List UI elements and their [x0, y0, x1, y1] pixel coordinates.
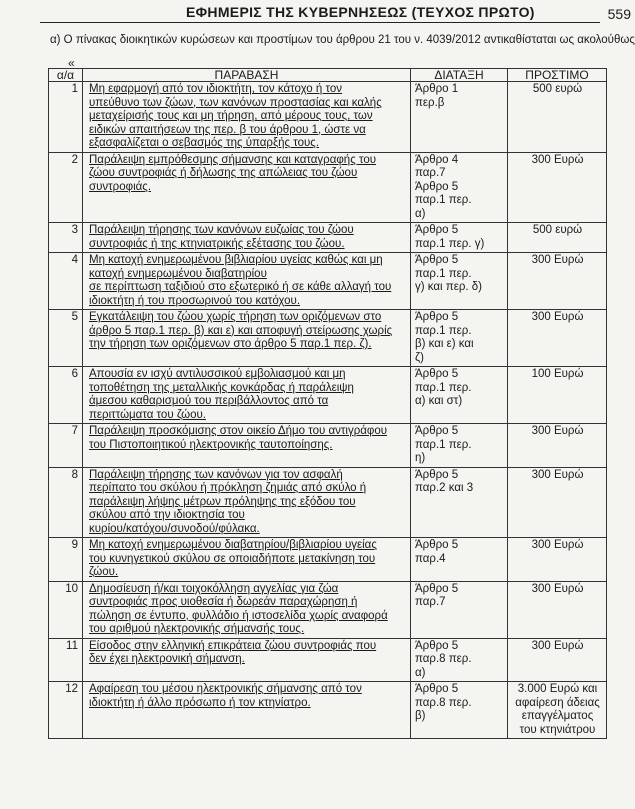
provision-cell-text: Άρθρο 5 παρ.2 και 3: [415, 468, 474, 494]
row-number: [49, 638, 83, 682]
fine-cell: [508, 223, 607, 253]
row-number: [49, 424, 83, 468]
provision-cell-text: Άρθρο 5 παρ.1 περ. γ) και περ. δ): [415, 254, 483, 293]
fine-cell-text: 3.000 Ευρώ και αφαίρεση άδειας επαγγέλματος του κτηνιάτρου: [515, 683, 600, 736]
table-row: [49, 581, 607, 638]
row-number: [49, 538, 83, 582]
table-row: [49, 538, 607, 582]
violation-cell-text: Μη κατοχή ενημερωμένου διαβατηρίου/βιβλιαρίου υγείας του κυνηγετικού σκύλου σε οποιαδήποτε μετακίνηση του ζώου.: [89, 539, 377, 578]
violation-cell: [83, 682, 411, 739]
table-row: [49, 638, 607, 682]
provision-cell: [411, 82, 508, 153]
provision-cell-text: Άρθρο 5 παρ.1 περ. β) και ε) και ζ): [415, 311, 474, 364]
row-number-text: 7: [71, 425, 78, 437]
fine-cell-text: 300 Ευρώ: [531, 468, 584, 481]
row-number-text: 9: [71, 539, 78, 551]
page-header: [0, 0, 635, 30]
provision-cell: [411, 253, 508, 310]
provision-cell-text: Άρθρο 5 παρ.7: [415, 582, 459, 608]
fine-cell-text: 300 Ευρώ: [531, 639, 584, 652]
row-number-text: 10: [65, 582, 78, 595]
fine-cell-text: 300 Ευρώ: [531, 311, 584, 323]
table-row: [49, 310, 607, 367]
provision-cell-text: Άρθρο 4 παρ.7 Άρθρο 5 παρ.1 περ. α): [415, 153, 472, 220]
provision-cell-text: Άρθρο 5 παρ.4: [415, 539, 459, 565]
fine-cell-text: 300 Ευρώ: [531, 153, 584, 166]
provision-cell-text: Άρθρο 5 παρ.1 περ. η): [415, 425, 472, 464]
row-number: [49, 310, 83, 367]
provision-cell-text: Άρθρο 5 παρ.8 περ. α): [415, 639, 472, 679]
violation-cell-text: Παράλειψη προσκόμισης στον οικείο Δήμο του αντιγράφου του Πιστοποιητικού ηλεκτρονικής ταυτοποίησης.: [89, 425, 388, 451]
table-row: [49, 424, 607, 468]
row-number-text: 1: [71, 83, 78, 95]
violation-cell: [83, 253, 411, 310]
fine-cell-text: 300 Ευρώ: [531, 254, 584, 266]
provision-cell: [411, 310, 508, 367]
row-number: [49, 367, 83, 424]
row-number-text: 5: [71, 311, 78, 323]
fine-cell: [508, 581, 607, 638]
table-row: [49, 253, 607, 310]
violation-cell: [83, 467, 411, 538]
violation-cell: [83, 538, 411, 582]
violation-cell: [83, 223, 411, 253]
violation-cell-text: Εγκατάλειψη του ζώου χωρίς τήρηση των οριζόμενων στο άρθρο 5 παρ.1 περ. β) και ε) και αποφυγή στείρωσης χωρίς την τήρηση των οριζόμενων στο άρθρο 5 παρ.1 περ. ζ).: [89, 311, 393, 350]
header-rule: [40, 22, 600, 23]
violation-cell-text: Παράλειψη τήρησης των κανόνων ευζωίας του ζώου συντροφιάς ή της κτηνιατρικής εξέτασης του ζώου.: [89, 224, 354, 250]
column-header-violation: ΠΑΡΑΒΑΣΗ: [83, 69, 411, 82]
fine-cell-text: 300 Ευρώ: [531, 539, 584, 551]
violation-cell: [83, 152, 411, 223]
table-row: [49, 367, 607, 424]
violation-cell-text: Παράλειψη τήρησης των κανόνων για τον ασφαλή περίπατο του σκύλου ή πρόκληση ζημιάς από σκύλο ή παράλειψη λήψης μέτρων πρόληψης της εξόδου του σκύλου από την ιδιοκτησία του κυρίου/κατόχου/συνοδού/φύλακα.: [89, 468, 367, 535]
provision-cell: [411, 538, 508, 582]
violation-cell: [83, 424, 411, 468]
violation-cell-text: Απουσία εν ισχύ αντιλυσσικού εμβολιασμού και μη τοποθέτηση της μεταλλικής κονκάρδας ή παράλειψη άμεσου καθαρισμού του περιβάλλοντος από τα περιττώματα του ζώου.: [89, 368, 354, 421]
row-number: [49, 467, 83, 538]
column-header-fine: ΠΡΟΣΤΙΜΟ: [508, 69, 607, 82]
row-number-text: 4: [71, 254, 78, 266]
provision-cell: [411, 682, 508, 739]
provision-cell-text: Άρθρο 5 παρ.1 περ. γ): [415, 224, 485, 250]
fine-cell-text: 500 ευρώ: [532, 83, 583, 95]
violation-cell: [83, 581, 411, 638]
provision-cell: [411, 152, 508, 223]
fine-cell: [508, 82, 607, 153]
violation-cell-text: Παράλειψη εμπρόθεσμης σήμανσης και καταγραφής του ζώου συντροφιάς ή δήλωσης της απώλειας του ζώου συντροφιάς.: [89, 153, 377, 193]
provision-cell: [411, 467, 508, 538]
fine-cell: [508, 253, 607, 310]
row-number-text: 3: [71, 224, 78, 236]
violation-cell: [83, 638, 411, 682]
violation-cell-text: Αφαίρεση του μέσου ηλεκτρονικής σήμανσης από τον ιδιοκτήτη ή άλλο πρόσωπο ή τον κτηνίατρο.: [89, 683, 362, 709]
fine-cell: [508, 467, 607, 538]
opening-quote: «: [68, 56, 75, 70]
row-number-text: 8: [71, 468, 78, 481]
provision-cell: [411, 367, 508, 424]
row-number: [49, 152, 83, 223]
row-number-text: 12: [65, 683, 78, 695]
provision-cell: [411, 424, 508, 468]
table-row: [49, 82, 607, 153]
provision-cell-text: Άρθρο 5 παρ.8 περ. β): [415, 683, 472, 722]
provision-cell: [411, 223, 508, 253]
column-header-provision: ΔΙΑΤΑΞΗ: [411, 69, 508, 82]
fine-cell: [508, 424, 607, 468]
table-row: [49, 682, 607, 739]
fine-cell-text: 500 ευρώ: [532, 224, 583, 236]
fine-cell-text: 300 Ευρώ: [531, 582, 584, 595]
fine-cell: [508, 367, 607, 424]
row-number: [49, 581, 83, 638]
gazette-title: ΕΦΗΜΕΡΙΣ ΤΗΣ ΚΥΒΕΡΝΗΣΕΩΣ (ΤΕΥΧΟΣ ΠΡΩΤΟ): [186, 4, 535, 20]
violation-cell-text: Μη κατοχή ενημερωμένου βιβλιαρίου υγείας καθώς και μη κατοχή ενημερωμένου διαβατηρίου σε περίπτωση ταξιδιού στο εξωτερικό ή σε κάθε αλλαγή του ιδιοκτήτη ή του προσωρινού του κατόχου.: [89, 254, 392, 307]
provision-cell-text: Άρθρο 5 παρ.1 περ. α) και στ): [415, 368, 472, 407]
violation-cell-text: Μη εφαρμογή από τον ιδιοκτήτη, τον κάτοχο ή τον υπεύθυνο των ζώων, των κανόνων προστασίας και καλής μεταχείρισής τους και μη τήρηση, από μέρους τους, των ειδικών απαιτήσεων της περ. β του άρθρου 1, ώστε να εξασφαλίζεται ο σεβασμός της ύπαρξής τους.: [89, 83, 382, 149]
provision-cell: [411, 638, 508, 682]
violation-cell-text: Δημοσίευση ή/και τοιχοκόλληση αγγελίας για ζώα συντροφιάς προς υιοθεσία ή δωρεάν παραχώρηση ή πώληση σε έντυπο, φυλλάδιο ή ιστοσελίδα χωρίς αναφορά του αριθμού ηλεκτρονικής σήμανσής τους.: [89, 582, 388, 635]
row-number-text: 6: [71, 368, 78, 380]
violation-cell-text: Είσοδος στην ελληνική επικράτεια ζώου συντροφιάς που δεν έχει ηλεκτρονική σήμανση.: [89, 639, 377, 665]
row-number: [49, 253, 83, 310]
fine-cell: [508, 682, 607, 739]
row-number: [49, 223, 83, 253]
violation-cell: [83, 82, 411, 153]
intro-paragraph: α) Ο πίνακας διοικητικών κυρώσεων και προστίμων του άρθρου 21 του ν. 4039/2012 αντικαθίσταται ως ακολούθως: [50, 34, 635, 46]
provision-cell-text: Άρθρο 1 περ.β: [415, 83, 459, 109]
penalties-table: [48, 68, 607, 739]
violation-cell: [83, 310, 411, 367]
column-header-no: α/α: [49, 69, 83, 82]
provision-cell: [411, 581, 508, 638]
row-number: [49, 682, 83, 739]
row-number-text: 2: [71, 153, 78, 166]
violation-cell: [83, 367, 411, 424]
fine-cell: [508, 310, 607, 367]
fine-cell: [508, 638, 607, 682]
table-row: [49, 467, 607, 538]
page-number: 559: [607, 6, 631, 22]
table-body: [49, 82, 607, 739]
table-header-row: [49, 69, 607, 82]
fine-cell-text: 100 Ευρώ: [531, 368, 584, 380]
fine-cell: [508, 152, 607, 223]
row-number: [49, 82, 83, 153]
table-row: [49, 223, 607, 253]
fine-cell-text: 300 Ευρώ: [531, 425, 584, 437]
fine-cell: [508, 538, 607, 582]
row-number-text: 11: [66, 639, 78, 652]
table-row: [49, 152, 607, 223]
